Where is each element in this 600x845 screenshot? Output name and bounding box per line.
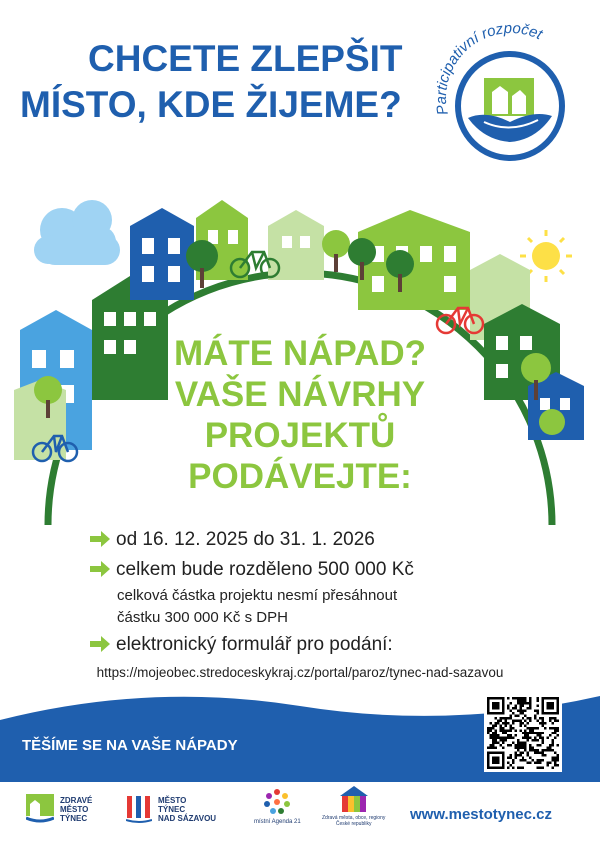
arrow-right-icon xyxy=(90,561,110,577)
headline-line-1: CHCETE ZLEPŠIT xyxy=(88,38,403,79)
detail-dates xyxy=(90,529,375,551)
nszm-line-1: Zdravá města, obce, regiony xyxy=(322,815,386,821)
dates-text: od 16. 12. 2025 do 31. 1. 2026 xyxy=(116,529,375,550)
cloud-icon xyxy=(34,200,120,265)
arrow-right-icon xyxy=(90,636,110,652)
arrow-right-icon xyxy=(90,531,110,547)
participatory-budget-logo xyxy=(426,22,586,182)
callout-line-4: PODÁVEJTE: xyxy=(188,457,412,496)
town-crest-icon xyxy=(126,794,152,824)
mesto-tynec-logo xyxy=(126,794,216,824)
total-text: celkem bude rozděleno 500 000 Kč xyxy=(116,559,414,580)
logo-arc-text: Participativní rozpočet xyxy=(432,22,545,117)
nszm-logo xyxy=(322,786,385,827)
qr-code[interactable] xyxy=(484,694,562,772)
call-to-action xyxy=(90,333,510,497)
callout-line-2: VAŠE NÁVRHY xyxy=(174,375,426,414)
callout-line-1: MÁTE NÁPAD? xyxy=(173,334,427,373)
agenda21-logo xyxy=(254,788,301,827)
house-icon xyxy=(358,210,470,310)
submission-url[interactable]: https://mojeobec.stredoceskykraj.cz/portal/paroz/tynec-nad-sazavou xyxy=(96,665,504,680)
mesto-line-2: TÝNEC xyxy=(158,804,186,814)
house-icon xyxy=(268,210,324,280)
house-icon xyxy=(130,208,194,300)
detail-form xyxy=(90,634,393,656)
agenda-text: místní Agenda 21 xyxy=(254,819,301,825)
zdrave-mesto-icon xyxy=(26,794,54,824)
limit-line-1: celková částka projektu nesmí přesáhnout xyxy=(117,587,398,604)
footer-tagline: TĚŠÍME SE NA VAŠE NÁPADY xyxy=(22,737,238,754)
zdrave-line-1: ZDRAVÉ xyxy=(60,795,93,805)
limit-line-2: částku 300 000 Kč s DPH xyxy=(117,609,288,626)
zdrave-line-2: MĚSTO xyxy=(60,804,89,814)
tree-icon xyxy=(539,409,565,435)
website-link[interactable]: www.mestotynec.cz xyxy=(410,806,552,823)
page-headline xyxy=(20,36,420,128)
form-text: elektronický formulář pro podání: xyxy=(116,634,393,655)
zdrave-line-3: TÝNEC xyxy=(60,813,88,823)
mesto-line-1: MĚSTO xyxy=(158,795,187,805)
zdrave-mesto-logo xyxy=(26,794,92,824)
detail-total xyxy=(90,559,414,581)
house-icon xyxy=(484,78,534,116)
nszm-house-icon xyxy=(340,786,368,814)
headline-line-2: MÍSTO, KDE ŽIJEME? xyxy=(20,84,402,125)
callout-line-3: PROJEKTŮ xyxy=(204,416,396,455)
agenda21-icon xyxy=(263,788,291,816)
mesto-line-3: NAD SÁZAVOU xyxy=(158,813,217,823)
nszm-line-2: České republiky xyxy=(335,821,372,827)
tree-icon xyxy=(322,230,350,272)
